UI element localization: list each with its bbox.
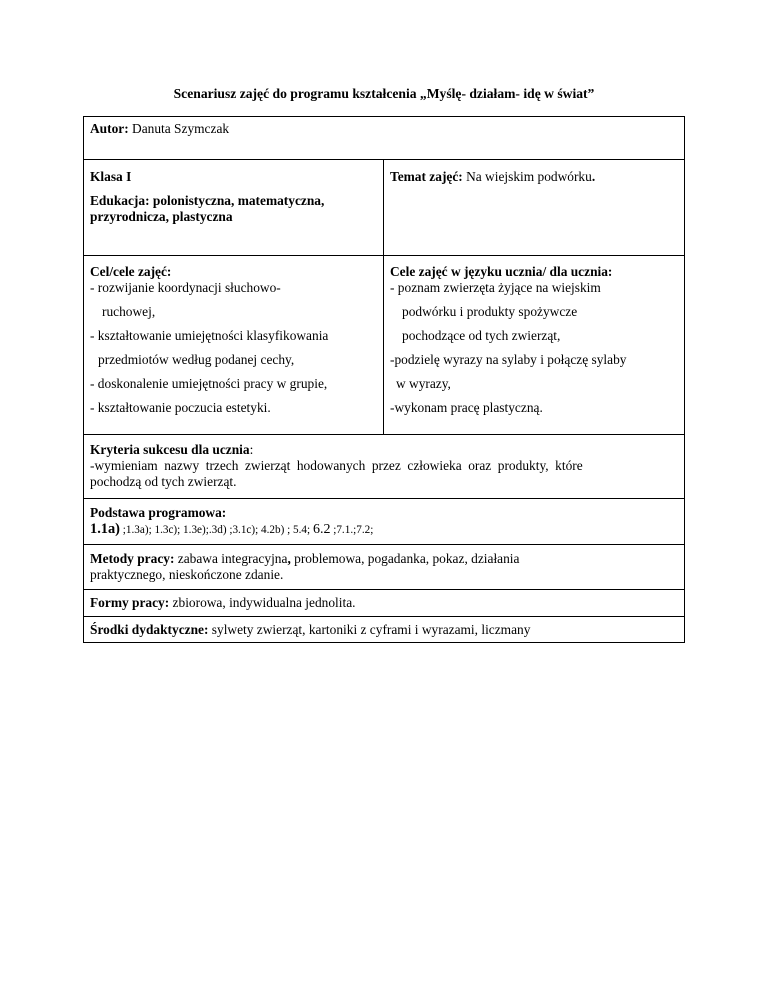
goal-line-4: przedmiotów według podanej cechy, (98, 352, 295, 367)
criteria-row (84, 435, 685, 499)
student-goal-line-4: -podzielę wyrazy na sylaby i połączę sylaby (390, 352, 627, 367)
methods-line-1a: zabawa integracyjna (174, 551, 288, 566)
curriculum-first-ref: 1.1a) (90, 521, 120, 537)
student-goal-line-1: - poznam zwierzęta żyjące na wiejskim (390, 280, 601, 295)
criteria-colon: : (249, 442, 254, 457)
topic-value: Na wiejskim podwórku (462, 169, 592, 184)
curriculum-refs-1: ;1.3a); 1.3c); 1.3e);.3d) ;3.1c); 4.2b) ; 5.4; (119, 524, 313, 536)
curriculum-refs-2: ;7.1.;7.2; (330, 524, 374, 536)
means-label: Środki dydaktyczne: (90, 622, 209, 637)
class-education-cell (84, 160, 384, 256)
student-goals-cell (384, 256, 685, 435)
criteria-label: Kryteria sukcesu dla ucznia (90, 442, 250, 457)
class-label: Klasa I (90, 169, 132, 184)
goals-label: Cel/cele zajęć: (90, 264, 172, 279)
author-row (84, 117, 685, 160)
author-cell (84, 117, 685, 160)
methods-comma: , (287, 551, 291, 566)
student-goals-label: Cele zajęć w języku ucznia/ dla ucznia: (390, 264, 613, 279)
student-goal-line-2: podwórku i produkty spożywcze (402, 304, 578, 319)
criteria-line-1: -wymieniam nazwy trzech zwierząt hodowanych przez człowieka oraz produkty, które (90, 458, 583, 473)
class-topic-row (84, 160, 685, 256)
lesson-plan-table (83, 116, 685, 643)
forms-value: zbiorowa, indywidualna jednolita. (169, 595, 356, 610)
methods-cell (84, 545, 685, 590)
topic-end: . (591, 169, 596, 184)
topic-cell (384, 160, 685, 256)
goal-line-5: - doskonalenie umiejętności pracy w grupie, (90, 376, 328, 391)
means-row (84, 617, 685, 643)
goal-line-3: - kształtowanie umiejętności klasyfikowania (90, 328, 329, 343)
student-goal-line-6: -wykonam pracę plastyczną. (390, 400, 543, 415)
goal-line-1: - rozwijanie koordynacji słuchowo- (90, 280, 281, 295)
forms-row (84, 590, 685, 617)
document-title: Scenariusz zajęć do programu kształcenia „Myślę- działam- idę w świat” (173, 86, 595, 101)
curriculum-label: Podstawa programowa: (90, 505, 227, 520)
methods-label: Metody pracy: (90, 551, 175, 566)
goals-cell (84, 256, 384, 435)
curriculum-ref-big: 6.2 (312, 522, 331, 537)
author-value: Danuta Szymczak (128, 121, 230, 136)
topic-label: Temat zajęć: (390, 169, 463, 184)
criteria-cell (84, 435, 685, 499)
methods-row (84, 545, 685, 590)
goal-line-2: ruchowej, (102, 304, 156, 319)
forms-label: Formy pracy: (90, 595, 170, 610)
goal-line-6: - kształtowanie poczucia estetyki. (90, 400, 271, 415)
criteria-line-2: pochodzą od tych zwierząt. (90, 474, 237, 489)
education-line-1: Edukacja: polonistyczna, matematyczna, (90, 193, 325, 208)
goals-row (84, 256, 685, 435)
curriculum-cell (84, 499, 685, 545)
curriculum-row (84, 499, 685, 545)
forms-cell (84, 590, 685, 617)
means-value: sylwety zwierząt, kartoniki z cyframi i wyrazami, liczmany (208, 622, 531, 637)
author-label: Autor: (90, 121, 129, 136)
methods-line-1b: problemowa, pogadanka, pokaz, działania (290, 551, 520, 566)
education-line-2: przyrodnicza, plastyczna (90, 209, 233, 224)
student-goal-line-3: pochodzące od tych zwierząt, (402, 328, 561, 343)
student-goal-line-5: w wyrazy, (396, 376, 451, 391)
methods-line-2: praktycznego, nieskończone zdanie. (90, 567, 284, 582)
means-cell (84, 617, 685, 643)
